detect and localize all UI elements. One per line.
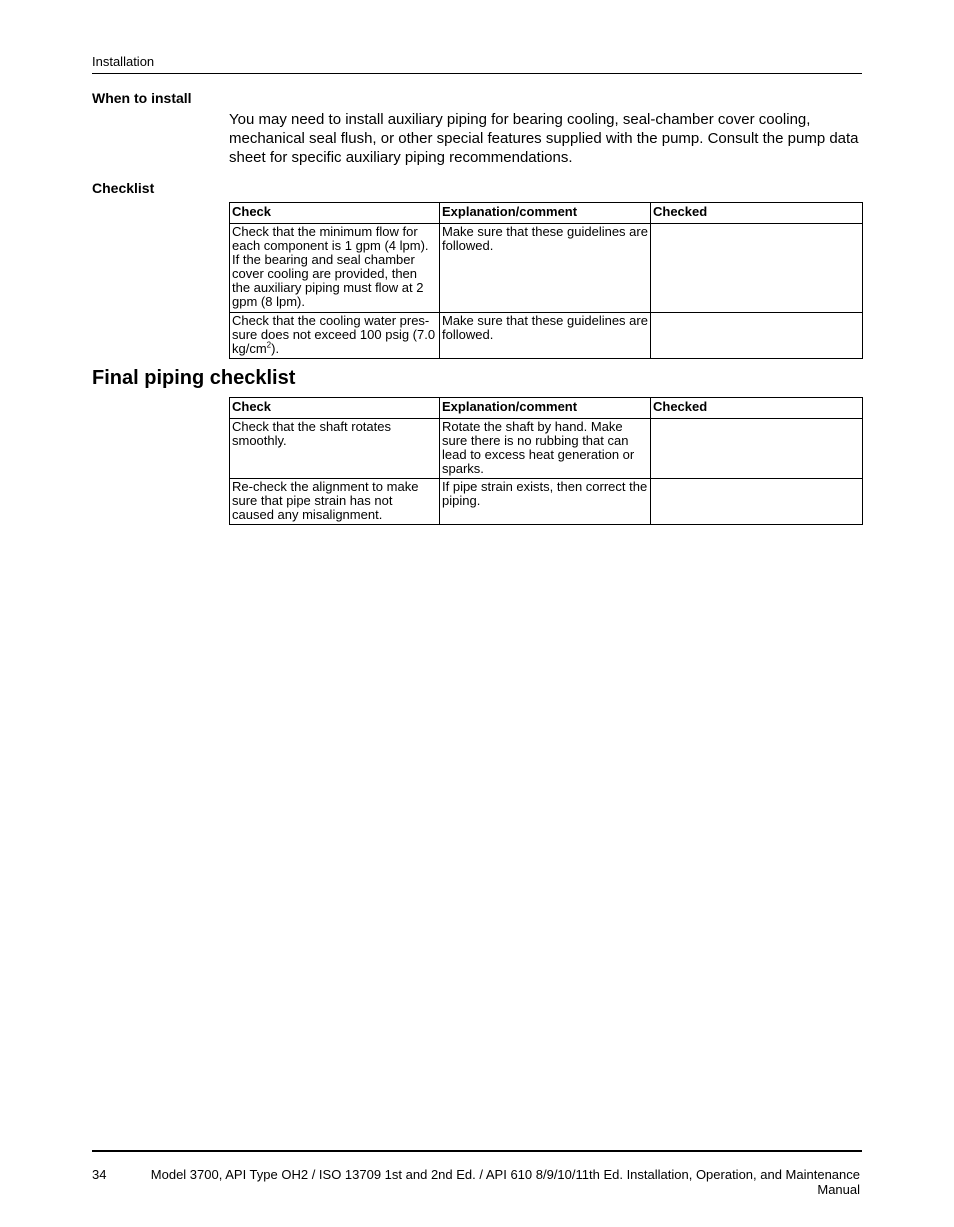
table-row [230, 479, 863, 525]
superscript: 2 [266, 340, 272, 350]
checked-cell [651, 313, 863, 359]
when-to-install-heading: When to install [92, 90, 192, 106]
column-header-explanation: Explanation/comment [440, 398, 651, 419]
check-cell: Re-check the alignment to make sure that pipe strain has not caused any misalignment. [230, 479, 440, 525]
check-cell: Check that the minimum flow for each component is 1 gpm (4 lpm). If the bearing and seal chamber cover cooling are provided, then the auxiliary piping must flow at 2 gpm (8 lpm). [230, 224, 440, 313]
column-header-explanation: Explanation/comment [440, 203, 651, 224]
running-header: Installation [92, 54, 155, 69]
explanation-cell: If pipe strain exists, then correct the piping. [440, 479, 651, 525]
checklist-heading: Checklist [92, 180, 155, 196]
column-header-check: Check [230, 203, 440, 224]
checked-cell [651, 224, 863, 313]
checked-cell [651, 479, 863, 525]
table-header-row [230, 203, 863, 224]
when-to-install-paragraph: You may need to install auxiliary piping for bearing cooling, seal-chamber cover cooling, mechanical seal flush, or other special features supplied with the pump. Consult the pump data sheet for specific auxiliary piping recommendations. [229, 111, 859, 166]
column-header-checked: Checked [651, 203, 863, 224]
checklist-table [229, 202, 863, 359]
final-checklist-table [229, 397, 863, 525]
footer-rule [92, 1150, 862, 1152]
page-number: 34 [92, 1167, 107, 1182]
final-piping-checklist-title: Final piping checklist [92, 367, 296, 389]
check-text: Check that the cooling water pres-sure does not exceed 100 psig (7.0 kg/cm [232, 313, 436, 356]
column-header-check: Check [230, 398, 440, 419]
table-row [230, 313, 863, 359]
explanation-cell: Rotate the shaft by hand. Make sure there is no rubbing that can lead to excess heat generation or sparks. [440, 419, 651, 479]
column-header-checked: Checked [651, 398, 863, 419]
table-row [230, 419, 863, 479]
table-row [230, 224, 863, 313]
explanation-cell: Make sure that these guidelines are followed. [440, 313, 651, 359]
checked-cell [651, 419, 863, 479]
table-header-row [230, 398, 863, 419]
footer-document-title: Model 3700, API Type OH2 / ISO 13709 1st and 2nd Ed. / API 610 8/9/10/11th Ed. Installation, Operation, and Maintenance Manual [150, 1167, 860, 1197]
header-rule [92, 73, 862, 74]
check-text-end: ). [271, 341, 280, 356]
check-cell [230, 313, 440, 359]
explanation-cell: Make sure that these guidelines are followed. [440, 224, 651, 313]
check-cell: Check that the shaft rotates smoothly. [230, 419, 440, 479]
